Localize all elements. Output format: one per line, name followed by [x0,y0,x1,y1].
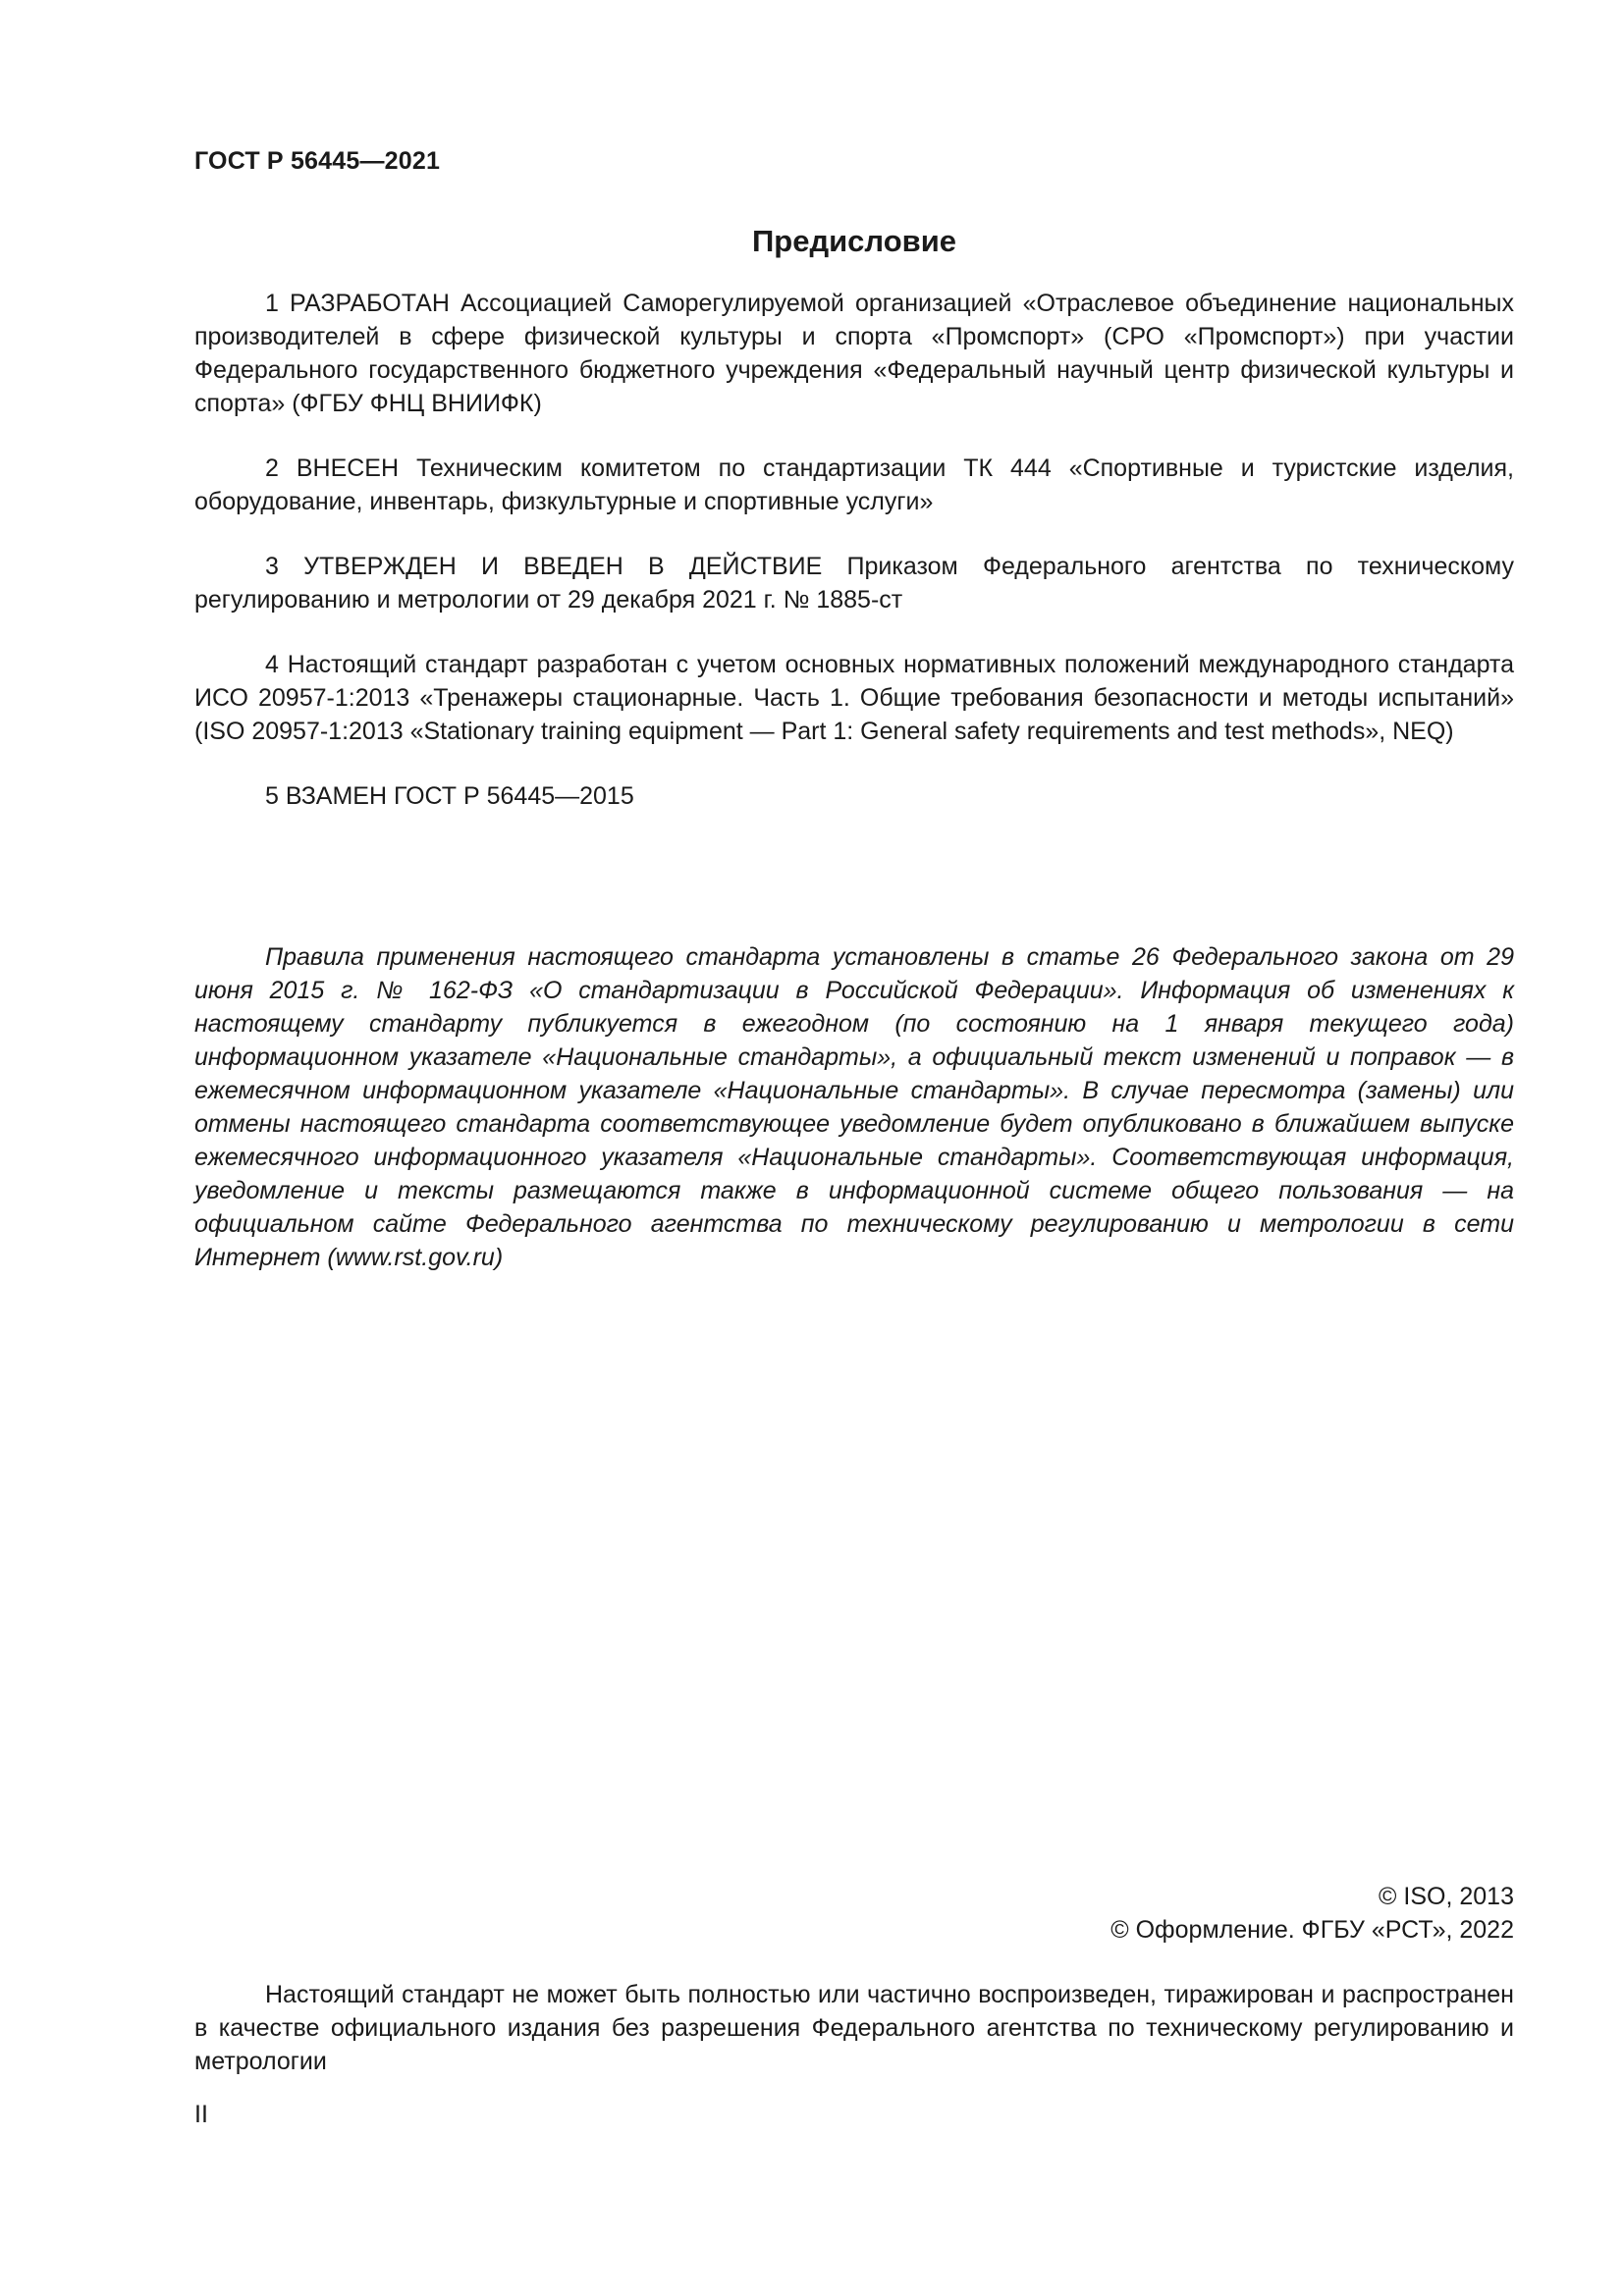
foreword-item-2: 2 ВНЕСЕН Техническим комитетом по стандартизации ТК 444 «Спортивные и туристские изделия, оборудование, инвентарь, физкультурные и спортивные услуги» [194,454,1514,515]
page-number: II [194,2101,208,2128]
foreword-item-1: 1 РАЗРАБОТАН Ассоциацией Саморегулируемой организацией «Отраслевое объединение национальных производителей в сфере физической культуры и спорта «Промспорт» (СРО «Промспорт») при участии Федерального государственного бюджетного учреждения «Федеральный научный центр физической культуры и спорта» (ФГБУ ФНЦ ВНИИФК) [194,290,1514,417]
copyright-iso: © ISO, 2013 [1379,1883,1514,1910]
copyright-design: © Оформление. ФГБУ «РСТ», 2022 [1110,1916,1514,1944]
foreword-item-5: 5 ВЗАМЕН ГОСТ Р 56445—2015 [265,782,634,810]
reproduction-notice: Настоящий стандарт не может быть полностью или частично воспроизведен, тиражирован и распространен в качестве официального издания без разрешения Федерального агентства по техническому регулированию и метрологии [194,1981,1514,2075]
foreword-item-3: 3 УТВЕРЖДЕН И ВВЕДЕН В ДЕЙСТВИЕ Приказом Федерального агентства по техническому регулированию и метрологии от 29 декабря 2021 г. № 1885-ст [194,553,1514,614]
copyright-block [1110,1880,1514,1947]
foreword-content [194,287,1514,813]
application-rules-notice: Правила применения настоящего стандарта установлены в статье 26 Федерального закона от 29 июня 2015 г. № 162-ФЗ «О стандартизации в Российской Федерации». Информация об изменениях к настоящему стандарту публикуется в ежегодном (по состоянию на 1 января текущего года) информационном указателе «Национальные стандарты», а официальный текст изменений и поправок — в ежемесячном информационном указателе «Национальные стандарты». В случае пересмотра (замены) или отмены настоящего стандарта соответствующее уведомление будет опубликовано в ближайшем выпуске ежемесячного информационного указателя «Национальные стандарты». Соответствующая информация, уведомление и тексты размещаются также в информационной системе общего пользования — на официальном сайте Федерального агентства по техническому регулированию и метрологии в сети Интернет (www.rst.gov.ru) [194,943,1514,1271]
page-title: Предисловие [751,224,956,258]
foreword-item-4: 4 Настоящий стандарт разработан с учетом основных нормативных положений международного стандарта ИСО 20957-1:2013 «Тренажеры стационарные. Часть 1. Общие требования безопасности и методы испытаний» (ISO 20957-1:2013 «Stationary training equipment — Part 1: General safety requirements and test methods», NEQ) [194,651,1514,745]
document-number-header: ГОСТ Р 56445—2021 [194,147,441,175]
